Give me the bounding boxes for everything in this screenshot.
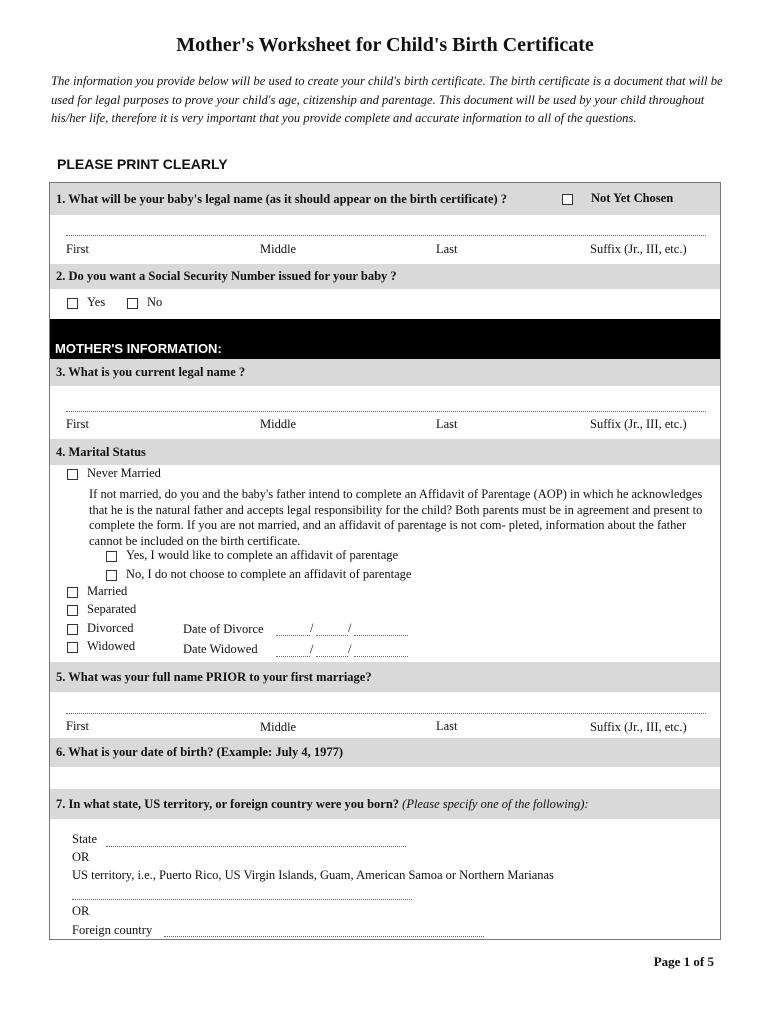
widowed-slash-2: / xyxy=(348,642,352,656)
aop-yes-checkbox[interactable] xyxy=(106,551,117,562)
divorce-slash-2: / xyxy=(348,621,352,635)
widowed-label: Widowed xyxy=(87,639,136,653)
or-label-2: OR xyxy=(72,904,90,918)
question-2-text: 2. Do you want a Social Security Number issued for your baby ? xyxy=(56,269,397,283)
question-3-bar xyxy=(50,359,720,386)
baby-last-label: Last xyxy=(436,242,458,256)
question-5-text: 5. What was your full name PRIOR to your first marriage? xyxy=(56,670,372,684)
prior-first-label: First xyxy=(66,719,89,733)
baby-name-line[interactable] xyxy=(66,235,706,236)
aop-no-label: No, I do not choose to complete an affidavit of parentage xyxy=(126,567,412,581)
question-4-text: 4. Marital Status xyxy=(56,445,146,459)
mother-last-label: Last xyxy=(436,417,458,431)
never-married-checkbox[interactable] xyxy=(67,469,78,480)
mothers-information-header xyxy=(50,319,720,359)
question-6-text: 6. What is your date of birth? (Example: July 4, 1977) xyxy=(56,745,344,759)
divorce-day-line[interactable] xyxy=(316,635,348,636)
question-7-bar xyxy=(50,789,720,819)
widowed-month-line[interactable] xyxy=(276,656,310,657)
ssn-no-checkbox[interactable] xyxy=(127,298,138,309)
divorce-year-line[interactable] xyxy=(354,635,408,636)
question-4-bar xyxy=(50,439,720,465)
question-2-bar xyxy=(50,264,720,289)
divorced-checkbox[interactable] xyxy=(67,624,78,635)
not-yet-chosen-checkbox[interactable] xyxy=(562,194,573,205)
foreign-country-line[interactable] xyxy=(164,936,484,937)
page-title: Mother's Worksheet for Child's Birth Certificate xyxy=(176,34,594,56)
question-6-bar xyxy=(50,738,720,767)
or-label-1: OR xyxy=(72,850,90,864)
divorced-label: Divorced xyxy=(87,621,134,635)
mother-middle-label: Middle xyxy=(260,417,297,431)
state-line[interactable] xyxy=(106,846,406,847)
prior-last-label: Last xyxy=(436,719,458,733)
intro-paragraph: The information you provide below will be used to create your child's birth certificate. The birth certificate is a document that will be used for legal purposes to prove your child's age, citizenship and parentage. This document will be used by your child throughout his/her life, therefore it is very important that you provide complete and accurate information to all of the questions. xyxy=(51,74,723,126)
divorce-slash-1: / xyxy=(310,621,314,635)
question-1-text: 1. What will be your baby's legal name (as it should appear on the birth certificate) ? xyxy=(56,192,508,206)
separated-checkbox[interactable] xyxy=(67,605,78,616)
territory-line[interactable] xyxy=(72,899,412,900)
never-married-label: Never Married xyxy=(87,466,161,480)
not-yet-chosen-label: Not Yet Chosen xyxy=(591,191,674,205)
ssn-yes-label: Yes xyxy=(87,295,106,309)
print-clearly-heading: PLEASE PRINT CLEARLY xyxy=(57,156,228,172)
ssn-yes-checkbox[interactable] xyxy=(67,298,78,309)
baby-suffix-label: Suffix (Jr., III, etc.) xyxy=(590,242,687,256)
question-5-bar xyxy=(50,662,720,692)
mother-suffix-label: Suffix (Jr., III, etc.) xyxy=(590,417,687,431)
date-widowed-label: Date Widowed xyxy=(183,642,258,656)
baby-first-label: First xyxy=(66,242,89,256)
page-number: Page 1 of 5 xyxy=(653,954,714,969)
widowed-slash-1: / xyxy=(310,642,314,656)
aop-paragraph: If not married, do you and the baby's father intend to complete an Affidavit of Parentage (AOP) in which he acknowledges that he is the natural father and accepts legal responsibility for the child? Both parents must be in agreement and present to complete the form. If you are not married, and an affidavit of parentage is not com- pleted, information about the father cannot be included on the birth certificate. xyxy=(89,487,703,548)
prior-suffix-label: Suffix (Jr., III, etc.) xyxy=(590,720,687,734)
baby-middle-label: Middle xyxy=(260,242,297,256)
ssn-no-label: No xyxy=(147,295,163,309)
question-3-text: 3. What is you current legal name ? xyxy=(56,365,246,379)
prior-middle-label: Middle xyxy=(260,720,297,734)
mother-first-label: First xyxy=(66,417,89,431)
married-checkbox[interactable] xyxy=(67,587,78,598)
divorce-month-line[interactable] xyxy=(276,635,310,636)
prior-name-line[interactable] xyxy=(66,713,706,714)
date-of-divorce-label: Date of Divorce xyxy=(183,622,264,636)
territory-label: US territory, i.e., Puerto Rico, US Virgin Islands, Guam, American Samoa or Northern Marianas xyxy=(72,868,554,882)
aop-no-checkbox[interactable] xyxy=(106,570,117,581)
worksheet-form xyxy=(49,182,721,940)
widowed-day-line[interactable] xyxy=(316,656,348,657)
state-label: State xyxy=(72,832,97,846)
mother-name-line[interactable] xyxy=(66,411,706,412)
separated-label: Separated xyxy=(87,602,137,616)
aop-yes-label: Yes, I would like to complete an affidavit of parentage xyxy=(126,548,399,562)
widowed-checkbox[interactable] xyxy=(67,642,78,653)
question-7-text: 7. In what state, US territory, or foreign country were you born? xyxy=(56,797,400,811)
mothers-information-label: MOTHER'S INFORMATION: xyxy=(55,341,222,356)
widowed-year-line[interactable] xyxy=(354,656,408,657)
question-7-hint: (Please specify one of the following): xyxy=(402,797,589,811)
foreign-country-label: Foreign country xyxy=(72,923,153,937)
married-label: Married xyxy=(87,584,128,598)
